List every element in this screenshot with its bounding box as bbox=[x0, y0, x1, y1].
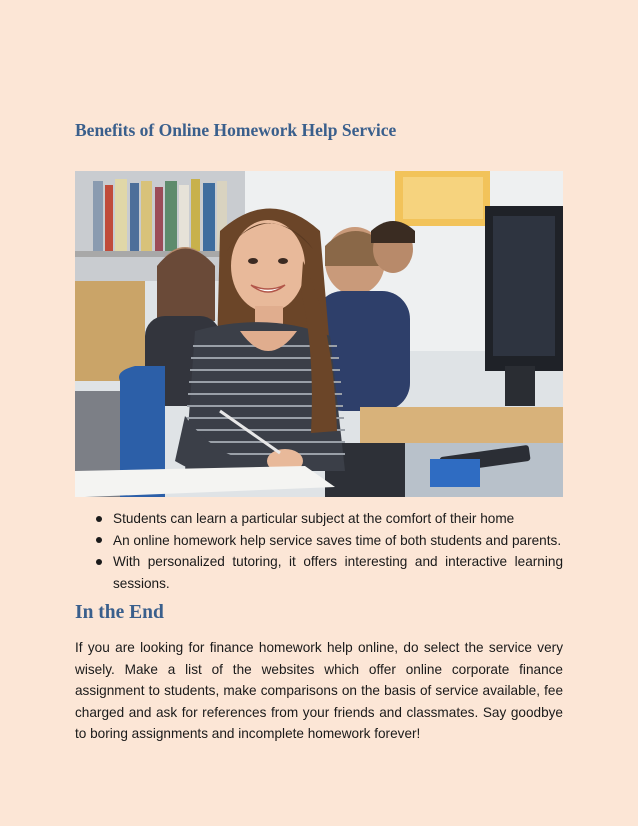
list-item bbox=[75, 530, 563, 552]
closing-paragraph: If you are looking for finance homework help online, do select the service very wisely. Make a list of the websites which offer online corporate finance assignment to students, make comparisons on the basis of service available, fee charged and ask for references from your friends and classmates. Say goodbye to boring assignments and incomplete homework forever! bbox=[75, 640, 563, 742]
list-item-text: An online homework help service saves time of both students and parents. bbox=[113, 532, 562, 548]
list-item-text: Students can learn a particular subject at the comfort of their home bbox=[113, 511, 515, 526]
benefits-list bbox=[75, 508, 563, 594]
section-title-benefits: Benefits of Online Homework Help Service bbox=[75, 120, 397, 140]
bullet-icon bbox=[96, 537, 102, 543]
section-title-in-the-end: In the End bbox=[75, 602, 164, 623]
bullet-icon bbox=[96, 559, 102, 565]
list-item bbox=[75, 508, 563, 530]
list-item-text: With personalized tutoring, it offers interesting and interactive learning sessions. bbox=[113, 554, 563, 591]
students-photo bbox=[75, 171, 563, 497]
bullet-icon bbox=[96, 516, 102, 522]
list-item bbox=[75, 551, 563, 594]
